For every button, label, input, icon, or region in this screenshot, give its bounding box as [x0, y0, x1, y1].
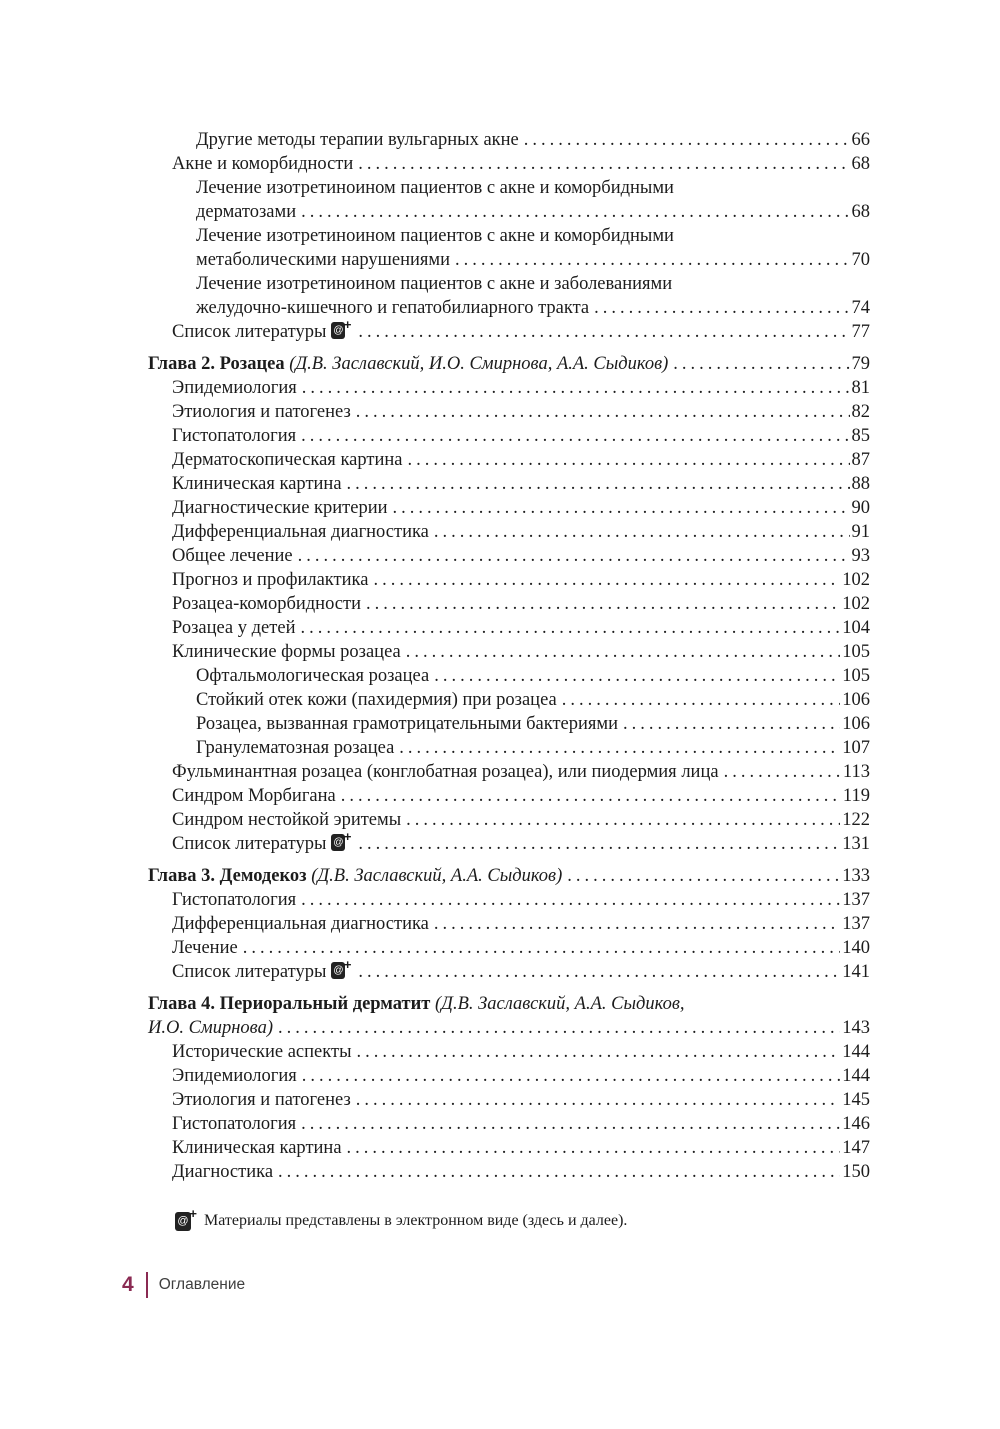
toc-text-segment: Список литературы: [172, 834, 327, 854]
toc-entry: [148, 784, 870, 808]
toc-entry-last-line: [172, 1088, 870, 1112]
dot-leader: [301, 200, 849, 224]
dot-leader: [301, 1112, 840, 1136]
toc-entry: [148, 128, 870, 152]
dot-leader: [302, 1064, 841, 1088]
dot-leader: [623, 712, 840, 736]
toc-page-number: 66: [851, 130, 870, 150]
toc-entry-last-line: [172, 520, 870, 544]
toc-page-number: 88: [851, 474, 870, 494]
toc-entry-title: [172, 1136, 342, 1160]
toc-entry-title: [148, 864, 562, 888]
dot-leader: [358, 152, 849, 176]
toc-entry: [148, 320, 870, 344]
toc-entry: [148, 376, 870, 400]
toc-text-segment: Клиническая картина: [172, 474, 342, 494]
toc-text-segment: Прогноз и профилактика: [172, 570, 369, 590]
toc-entry-title: [172, 760, 719, 784]
toc-entry-last-line: [172, 936, 870, 960]
toc-entry-last-line: [172, 592, 870, 616]
toc-text-segment: Гранулематозная розацеа: [196, 738, 395, 758]
dot-leader: [347, 1136, 841, 1160]
toc-text-segment: Синдром нестойкой эритемы: [172, 810, 402, 830]
toc-page-number: 146: [842, 1114, 870, 1134]
toc-text-segment: Эпидемиология: [172, 378, 297, 398]
toc-text-segment: Розацеа, вызванная грамотрицательными бактериями: [196, 714, 619, 734]
toc-entry: [148, 1136, 870, 1160]
toc-page-number: 74: [851, 298, 870, 318]
toc-entry: [148, 760, 870, 784]
toc-entry-last-line: [148, 352, 870, 376]
toc-entry-last-line: [172, 784, 870, 808]
dot-leader: [434, 912, 840, 936]
toc-entry: [148, 424, 870, 448]
toc-page-number: 147: [842, 1138, 870, 1158]
toc-page-number: 122: [842, 810, 870, 830]
dot-leader: [373, 568, 840, 592]
toc-entry-title: [172, 808, 401, 832]
toc-entry-title: [172, 400, 351, 424]
toc-text-segment: Клинические формы розацеа: [172, 642, 401, 662]
electronic-materials-icon: [331, 962, 345, 979]
dot-leader: [356, 400, 850, 424]
toc-entry-title: [148, 352, 668, 376]
toc-entry: [148, 832, 870, 856]
toc-entry-title: [172, 936, 238, 960]
toc-text-segment: желудочно-кишечного и гепатобилиарного тракта: [196, 298, 590, 318]
toc-entry: [148, 520, 870, 544]
toc-entry-last-line: [172, 616, 870, 640]
toc-entry-last-line: [196, 296, 870, 320]
toc-entry: [148, 472, 870, 496]
toc-page-number: 79: [851, 354, 870, 374]
dot-leader: [301, 424, 849, 448]
footnote: [148, 1210, 870, 1232]
toc-entry: [148, 688, 870, 712]
toc-text-segment: Розацеа у детей: [172, 618, 296, 638]
toc-text-segment: Диагностика: [172, 1162, 274, 1182]
toc-entry-last-line: [172, 544, 870, 568]
toc-entry-title: [172, 448, 402, 472]
toc-page-number: 137: [842, 890, 870, 910]
toc-entry-last-line: [172, 424, 870, 448]
toc-entry-last-line: [172, 640, 870, 664]
toc-entry-title: [172, 960, 353, 984]
toc-page-number: 82: [851, 402, 870, 422]
dot-leader: [300, 616, 840, 640]
toc-entry-line: [196, 224, 870, 248]
toc-page-number: 105: [842, 642, 870, 662]
toc-entry-last-line: [172, 400, 870, 424]
toc-page-number: 144: [842, 1042, 870, 1062]
toc-entry-title: [172, 376, 297, 400]
toc-text-segment: Этиология и патогенез: [172, 1090, 351, 1110]
toc-entry: [148, 1064, 870, 1088]
toc-page-number: 119: [842, 786, 870, 806]
toc-entry-line: [196, 176, 870, 200]
toc-page-number: 144: [842, 1066, 870, 1086]
toc-text-segment: Глава 4. Периоральный дерматит: [148, 994, 436, 1014]
toc-entry: [148, 808, 870, 832]
page-number: 4: [122, 1273, 134, 1296]
toc-text-segment: (Д.В. Заславский, А.А. Сыдиков): [311, 866, 563, 886]
toc-page-number: 131: [842, 834, 870, 854]
toc-entry-last-line: [196, 688, 870, 712]
dot-leader: [399, 736, 840, 760]
dot-leader: [562, 688, 841, 712]
toc-text-segment: Лечение изотретиноином пациентов с акне и коморбидными: [196, 226, 674, 246]
toc-entry-title: [172, 1064, 297, 1088]
dot-leader: [302, 376, 850, 400]
toc-text-segment: Эпидемиология: [172, 1066, 297, 1086]
toc-entry-title: [196, 712, 618, 736]
toc-text-segment: Дифференциальная диагностика: [172, 522, 429, 542]
toc-entry-line: [196, 272, 870, 296]
toc-entry-line: [148, 992, 870, 1016]
toc-entry-last-line: [172, 1064, 870, 1088]
footer-section-label: Оглавление: [158, 1276, 246, 1293]
toc-entry: [148, 960, 870, 984]
toc-entry: [148, 544, 870, 568]
toc-entry-title: [196, 248, 450, 272]
toc-entry: [148, 1088, 870, 1112]
toc-entry-last-line: [172, 448, 870, 472]
toc-chapter-entry: [148, 992, 870, 1040]
toc-entry: [148, 936, 870, 960]
toc-page-number: 77: [851, 322, 870, 342]
toc-entry-title: [172, 592, 361, 616]
toc-entry-title: [172, 152, 353, 176]
toc-text-segment: Акне и коморбидности: [172, 154, 354, 174]
toc-entry-title: [172, 472, 342, 496]
dot-leader: [298, 544, 850, 568]
toc-text-segment: Лечение изотретиноином пациентов с акне и заболеваниями: [196, 274, 673, 294]
toc-entry-title: [172, 832, 353, 856]
toc-page-number: 93: [851, 546, 870, 566]
toc-entry-title: [196, 736, 394, 760]
toc-chapter-entry: [148, 864, 870, 888]
toc-text-segment: Дерматоскопическая картина: [172, 450, 403, 470]
toc-entry-title: [172, 1160, 273, 1184]
toc-text-segment: Офтальмологическая розацеа: [196, 666, 430, 686]
toc-page-number: 137: [842, 914, 870, 934]
toc-entry: [148, 1040, 870, 1064]
dot-leader: [724, 760, 841, 784]
toc-entry: [148, 912, 870, 936]
toc-entry: [148, 1112, 870, 1136]
toc-text-segment: Гистопатология: [172, 890, 297, 910]
toc-text-segment: Этиология и патогенез: [172, 402, 351, 422]
toc-page-number: 90: [851, 498, 870, 518]
toc-text-segment: (Д.В. Заславский, А.А. Сыдиков,: [435, 994, 685, 1014]
toc-text-segment: Исторические аспекты: [172, 1042, 352, 1062]
toc-entry-last-line: [172, 496, 870, 520]
toc-page-number: 81: [851, 378, 870, 398]
toc-entry-last-line: [172, 376, 870, 400]
toc-entry-last-line: [172, 568, 870, 592]
dot-leader: [455, 248, 849, 272]
toc-entry-title: [172, 568, 368, 592]
toc-entry: [148, 736, 870, 760]
toc-text-segment: Другие методы терапии вульгарных акне: [196, 130, 519, 150]
toc-entry-title: [172, 616, 295, 640]
dot-leader: [393, 496, 850, 520]
toc-entry-title: [172, 1040, 352, 1064]
toc-entry-last-line: [196, 128, 870, 152]
toc-entry-title: [172, 496, 388, 520]
dot-leader: [278, 1016, 840, 1040]
footer-divider: [146, 1272, 148, 1298]
toc-text-segment: Гистопатология: [172, 1114, 297, 1134]
toc-entry-title: [148, 1016, 273, 1040]
toc-text-segment: Дифференциальная диагностика: [172, 914, 429, 934]
dot-leader: [358, 832, 840, 856]
toc-entry: [148, 592, 870, 616]
dot-leader: [356, 1088, 840, 1112]
toc-entry-title: [172, 520, 429, 544]
toc-entry-last-line: [196, 712, 870, 736]
dot-leader: [434, 664, 840, 688]
dot-leader: [406, 808, 840, 832]
toc-text-segment: И.О. Смирнова): [148, 1018, 273, 1038]
toc-entry-last-line: [172, 832, 870, 856]
dot-leader: [594, 296, 849, 320]
toc-entry: [148, 1160, 870, 1184]
toc-page-number: 106: [842, 690, 870, 710]
toc-page-number: 141: [842, 962, 870, 982]
toc-page-number: 85: [851, 426, 870, 446]
dot-leader: [358, 320, 849, 344]
toc-page-number: 104: [842, 618, 870, 638]
toc-text-segment: Синдром Морбигана: [172, 786, 336, 806]
toc-page-number: 133: [842, 866, 870, 886]
toc-entry: [148, 272, 870, 320]
toc-entry-title: [196, 128, 519, 152]
toc-entry: [148, 640, 870, 664]
toc-text-segment: Список литературы: [172, 962, 327, 982]
toc-entry: [148, 712, 870, 736]
toc-page-number: 105: [842, 666, 870, 686]
toc-entry-title: [172, 544, 293, 568]
toc-entry-last-line: [172, 960, 870, 984]
toc-entry-title: [172, 320, 353, 344]
toc-page-number: 102: [842, 594, 870, 614]
toc-page-number: 102: [842, 570, 870, 590]
toc-entry-title: [196, 664, 429, 688]
toc-text-segment: Лечение: [172, 938, 238, 958]
toc-text-segment: Список литературы: [172, 322, 327, 342]
toc-list: [148, 128, 870, 1184]
toc-entry: [148, 616, 870, 640]
dot-leader: [567, 864, 840, 888]
toc-text-segment: Глава 3. Демодекоз: [148, 866, 312, 886]
toc-entry: [148, 152, 870, 176]
toc-entry-title: [172, 912, 429, 936]
toc-entry-last-line: [172, 1136, 870, 1160]
toc-text-segment: дерматозами: [196, 202, 297, 222]
toc-chapter-entry: [148, 352, 870, 376]
toc-entry-last-line: [172, 760, 870, 784]
toc-entry-last-line: [148, 864, 870, 888]
toc-text-segment: Фульминантная розацеа (конглобатная розацеа), или пиодермия лица: [172, 762, 719, 782]
toc-page-number: 150: [842, 1162, 870, 1182]
toc-page-number: 91: [851, 522, 870, 542]
toc-page-number: 70: [851, 250, 870, 270]
dot-leader: [407, 448, 849, 472]
electronic-materials-icon: [331, 834, 345, 851]
toc-entry-title: [172, 1112, 296, 1136]
toc-entry: [148, 568, 870, 592]
toc-entry-last-line: [148, 1016, 870, 1040]
page-footer: [122, 1272, 245, 1298]
dot-leader: [358, 960, 840, 984]
dot-leader: [366, 592, 840, 616]
toc-entry-title: [172, 640, 401, 664]
toc-entry-last-line: [196, 736, 870, 760]
toc-page-number: 106: [842, 714, 870, 734]
toc-page-number: 140: [842, 938, 870, 958]
toc-entry-last-line: [172, 1160, 870, 1184]
toc-entry-last-line: [196, 664, 870, 688]
dot-leader: [301, 888, 840, 912]
toc-entry-last-line: [172, 1112, 870, 1136]
toc-entry: [148, 496, 870, 520]
toc-text-segment: Лечение изотретиноином пациентов с акне и коморбидными: [196, 178, 674, 198]
toc-text-segment: Глава 2. Розацеа: [148, 354, 290, 374]
toc-entry-last-line: [172, 888, 870, 912]
toc-entry-last-line: [172, 472, 870, 496]
toc-text-segment: Общее лечение: [172, 546, 293, 566]
toc-page-number: 113: [842, 762, 870, 782]
electronic-materials-icon: [331, 322, 345, 339]
electronic-materials-icon: [175, 1212, 191, 1231]
toc-entry-title: [172, 888, 296, 912]
toc-entry: [148, 224, 870, 272]
toc-text-segment: Стойкий отек кожи (пахидермия) при розацеа: [196, 690, 557, 710]
toc-entry-last-line: [172, 152, 870, 176]
toc-entry-last-line: [172, 808, 870, 832]
toc-entry-last-line: [172, 320, 870, 344]
dot-leader: [357, 1040, 841, 1064]
toc-entry: [148, 176, 870, 224]
toc-entry-last-line: [172, 912, 870, 936]
dot-leader: [278, 1160, 840, 1184]
toc-text-segment: (Д.В. Заславский, И.О. Смирнова, А.А. Сыдиков): [289, 354, 669, 374]
toc-text-segment: Диагностические критерии: [172, 498, 388, 518]
dot-leader: [673, 352, 849, 376]
toc-entry-title: [196, 200, 296, 224]
dot-leader: [341, 784, 841, 808]
dot-leader: [406, 640, 841, 664]
toc-entry: [148, 664, 870, 688]
toc-entry-last-line: [196, 248, 870, 272]
dot-leader: [524, 128, 850, 152]
toc-page-number: 68: [851, 202, 870, 222]
toc-entry-title: [172, 784, 336, 808]
footnote-text: Материалы представлены в электронном виде (здесь и далее).: [204, 1212, 628, 1229]
toc-entry-title: [172, 424, 296, 448]
toc-entry-title: [196, 688, 557, 712]
toc-page-number: 87: [851, 450, 870, 470]
toc-text-segment: Клиническая картина: [172, 1138, 342, 1158]
toc-page-number: 145: [842, 1090, 870, 1110]
dot-leader: [243, 936, 841, 960]
toc-page-number: 68: [851, 154, 870, 174]
toc-entry: [148, 400, 870, 424]
dot-leader: [347, 472, 850, 496]
toc-text-segment: Гистопатология: [172, 426, 297, 446]
toc-entry-title: [172, 1088, 351, 1112]
toc-page-number: 107: [842, 738, 870, 758]
toc-entry: [148, 888, 870, 912]
toc-entry-title: [196, 296, 589, 320]
toc-text-segment: Розацеа-коморбидности: [172, 594, 361, 614]
toc-entry-last-line: [196, 200, 870, 224]
toc-entry-last-line: [172, 1040, 870, 1064]
toc-entry: [148, 448, 870, 472]
dot-leader: [434, 520, 850, 544]
toc-text-segment: метаболическими нарушениями: [196, 250, 451, 270]
toc-page-number: 143: [842, 1018, 870, 1038]
